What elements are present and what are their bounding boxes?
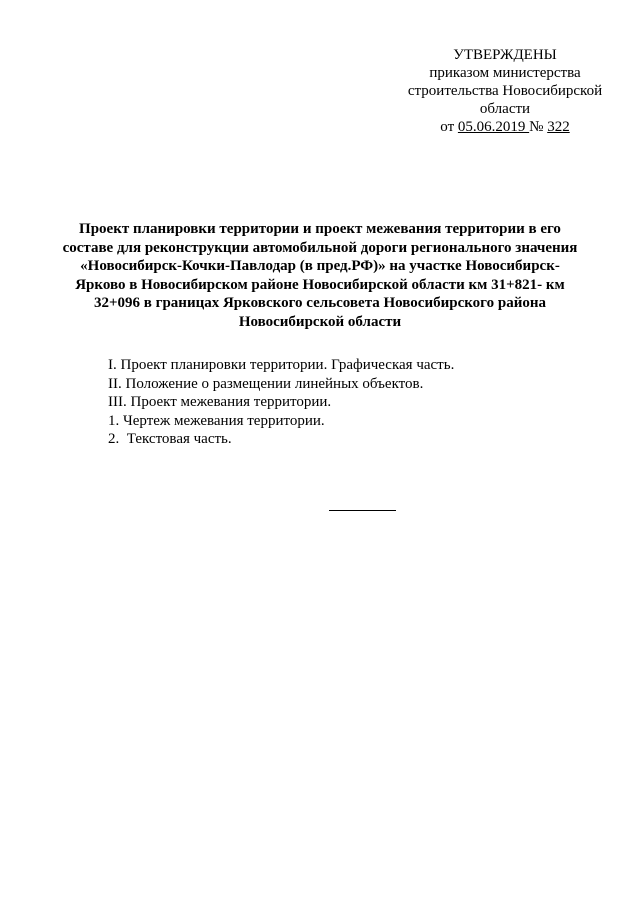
contents-item: 1. Чертеж межевания территории. xyxy=(108,412,325,429)
contents-item: II. Положение о размещении линейных объектов. xyxy=(108,375,424,392)
approval-date: 05.06.2019 xyxy=(457,119,530,135)
title-line: составе для реконструкции автомобильной дороги регионального значения xyxy=(62,239,578,256)
approval-stamp xyxy=(380,46,630,136)
approval-line-1: приказом министерства xyxy=(429,65,581,81)
contents-item: III. Проект межевания территории. xyxy=(108,394,332,410)
title-line: Проект планировки территории и проект межевания территории в его xyxy=(79,221,561,237)
contents-item: 2. Текстовая часть. xyxy=(108,431,232,447)
approval-date-line xyxy=(380,118,630,136)
approval-number-sign: № xyxy=(529,119,548,135)
title-line: Новосибирской области xyxy=(238,313,402,330)
end-rule xyxy=(329,510,396,511)
contents-list xyxy=(108,356,568,449)
approval-number: 322 xyxy=(547,119,570,135)
title-line: 32+096 в границах Ярковского сельсовета Новосибирского района xyxy=(94,295,546,311)
approval-line-3: области xyxy=(479,101,531,117)
title-line: Ярково в Новосибирском районе Новосибирской области км 31+821- км xyxy=(75,276,565,293)
approval-heading: УТВЕРЖДЕНЫ xyxy=(453,47,557,63)
document-title xyxy=(60,220,580,331)
contents-item: I. Проект планировки территории. Графическая часть. xyxy=(108,357,455,373)
approval-line-2: строительства Новосибирской xyxy=(407,83,603,99)
title-line: «Новосибирск-Кочки-Павлодар (в пред.РФ)» на участке Новосибирск- xyxy=(80,258,560,274)
approval-date-prefix: от xyxy=(440,119,458,135)
